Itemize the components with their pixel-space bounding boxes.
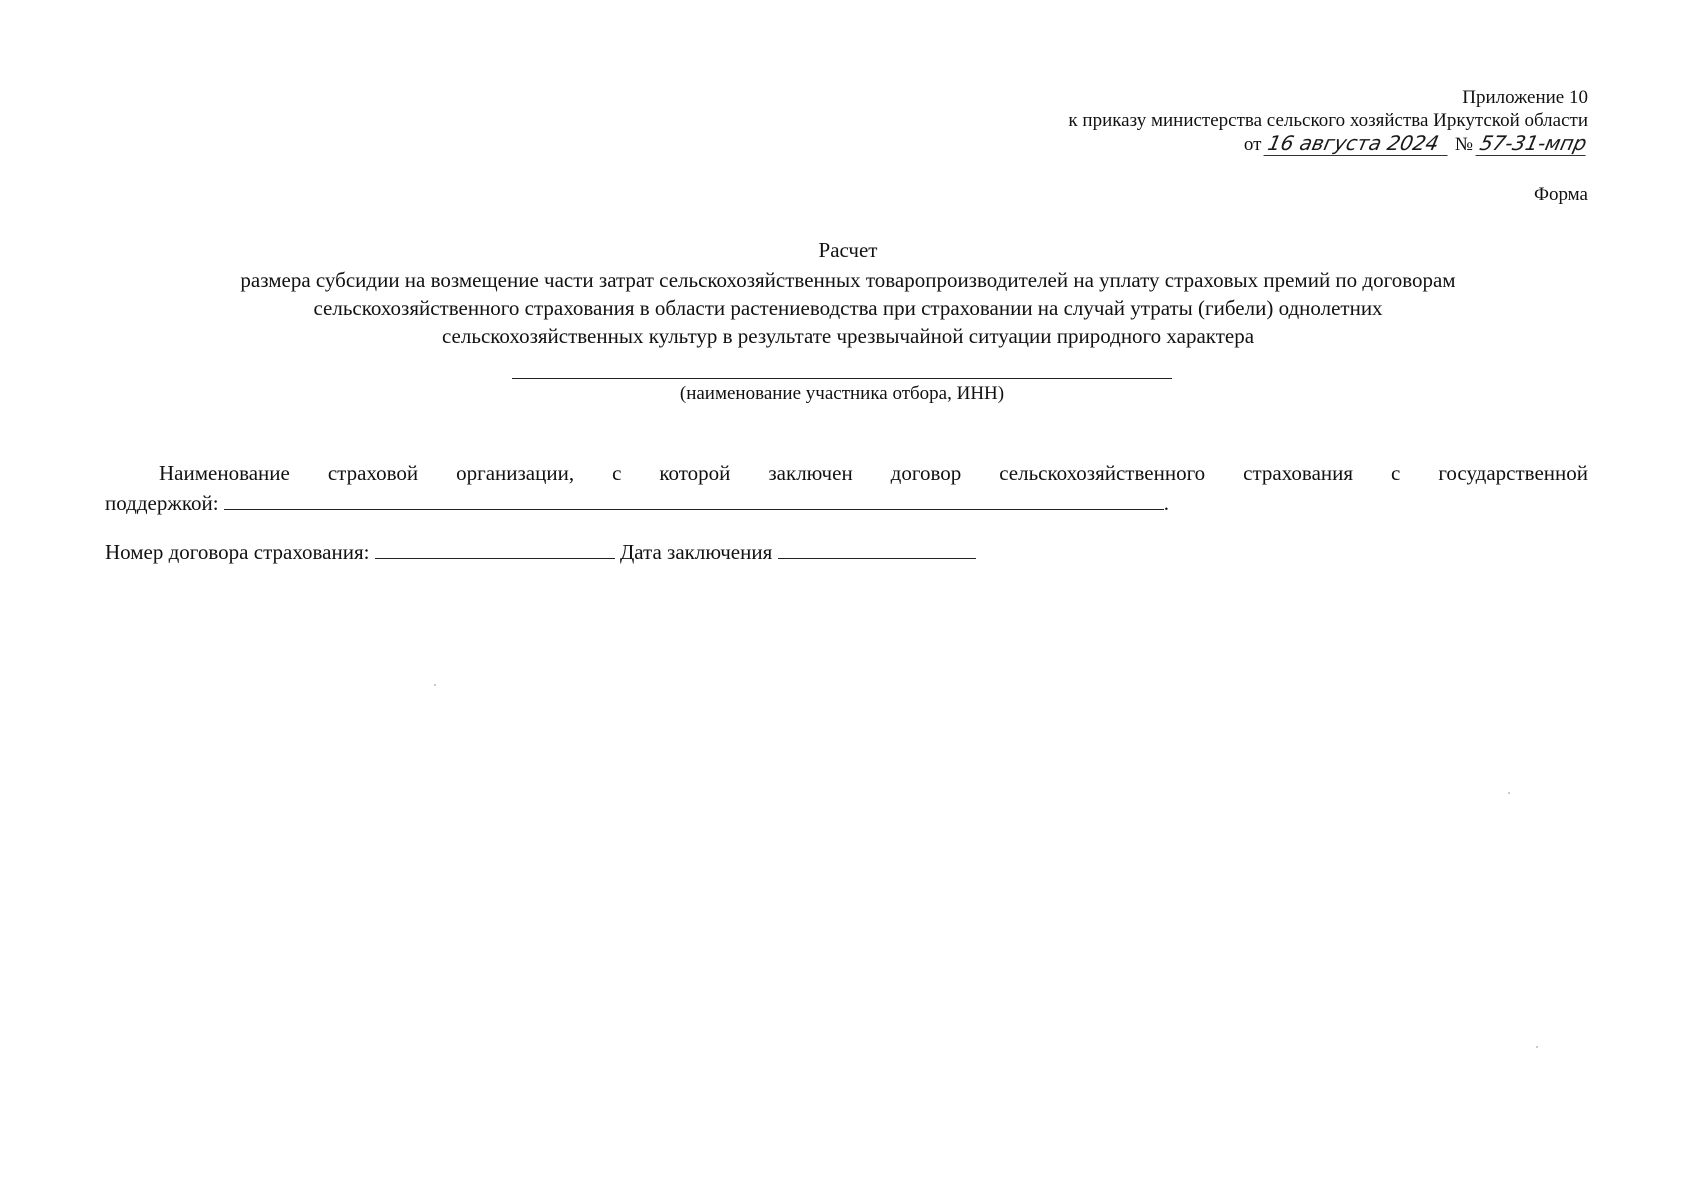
contract-date-blank <box>778 540 976 559</box>
order-reference: к приказу министерства сельского хозяйства Иркутской области <box>1068 110 1588 131</box>
number-label: № <box>1454 134 1474 155</box>
from-label: от <box>1243 134 1262 155</box>
appendix-number: Приложение 10 <box>1462 87 1588 108</box>
support-label: поддержкой: <box>105 491 219 515</box>
contract-date-label: Дата заключения <box>619 540 773 564</box>
participant-blank-line <box>512 378 1172 379</box>
document-title <box>60 236 1636 350</box>
insurer-paragraph <box>105 458 1588 518</box>
scan-speck <box>434 684 436 686</box>
appendix-header <box>1068 86 1588 156</box>
contract-number-label: Номер договора страхования: <box>105 540 370 564</box>
handwritten-order-number: 57-31-мпр <box>1475 132 1590 156</box>
handwritten-date: 16 августа 2024 <box>1264 132 1453 156</box>
form-label: Форма <box>1533 184 1588 205</box>
scan-speck <box>1536 1046 1538 1048</box>
title-line-3: сельскохозяйственных культур в результате чрезвычайной ситуации природного характера <box>441 324 1255 348</box>
insurer-line-2 <box>105 488 1588 518</box>
insurer-period: . <box>1163 491 1170 515</box>
title-head: Расчет <box>818 238 878 262</box>
insurer-blank-line <box>224 491 1164 510</box>
contract-line <box>105 540 976 565</box>
order-date-number-line <box>1068 132 1588 156</box>
insurer-line-1: Наименование страховой организации, с которой заключен договор сельскохозяйственного страхования с государственной <box>159 461 1588 485</box>
participant-caption: (наименование участника отбора, ИНН) <box>679 383 1005 404</box>
contract-number-blank <box>375 540 615 559</box>
title-line-2: сельскохозяйственного страхования в области растениеводства при страховании на случай утраты (гибели) однолетних <box>313 296 1383 320</box>
title-line-1: размера субсидии на возмещение части затрат сельскохозяйственных товаропроизводителей на уплату страховых премий по договорам <box>240 268 1456 292</box>
participant-field <box>512 378 1172 405</box>
scan-speck <box>1508 792 1510 794</box>
